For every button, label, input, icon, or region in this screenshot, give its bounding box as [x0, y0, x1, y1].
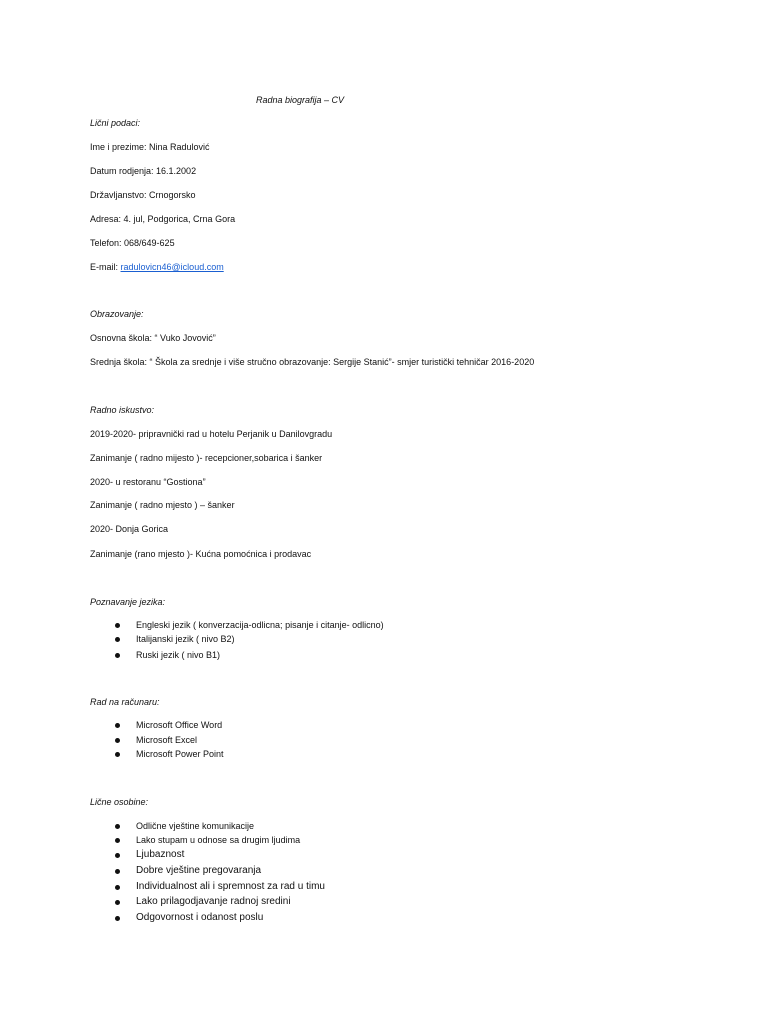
experience-item: Zanimanje ( radno mijesto )- recepcioner,sobarica i šanker	[90, 453, 323, 463]
bullet-icon	[115, 752, 120, 757]
education-heading: Obrazovanje:	[90, 309, 144, 319]
experience-item: 2020- Donja Gorica	[90, 524, 169, 534]
bullet-icon	[115, 637, 120, 642]
language-item: Engleski jezik ( konverzacija-odlicna; pisanje i citanje- odlicno)	[136, 620, 384, 630]
personal-dob: Datum rodjenja: 16.1.2002	[90, 166, 197, 176]
bullet-icon	[115, 738, 120, 743]
education-primary: Osnovna škola: “ Vuko Jovović”	[90, 333, 216, 343]
personal-email-line	[90, 261, 224, 273]
bullet-icon	[115, 723, 120, 728]
document-title: Radna biografija – CV	[256, 95, 345, 105]
computer-item: Microsoft Power Point	[136, 749, 224, 759]
education-secondary: Srednja škola: “ Škola za srednje i više stručno obrazovanje: Sergije Stanić”- smjer turistički tehničar 2016-2020	[90, 357, 535, 367]
trait-item: Lako prilagodjavanje radnoj sredini	[136, 896, 291, 907]
bullet-icon	[115, 838, 120, 843]
experience-item: 2020- u restoranu “Gostiona”	[90, 477, 206, 487]
bullet-icon	[115, 885, 120, 890]
language-item: Ruski jezik ( nivo B1)	[136, 650, 221, 660]
language-item: Italijanski jezik ( nivo B2)	[136, 634, 235, 644]
trait-item: Ljubaznost	[136, 849, 185, 860]
computer-item: Microsoft Office Word	[136, 720, 223, 730]
personal-citizenship: Državljanstvo: Crnogorsko	[90, 190, 196, 200]
bullet-icon	[115, 653, 120, 658]
email-link[interactable]: radulovicn46@icloud.com	[120, 262, 224, 272]
computer-heading: Rad na računaru:	[90, 697, 160, 707]
bullet-icon	[115, 623, 120, 628]
experience-heading: Radno iskustvo:	[90, 405, 155, 415]
personal-heading: Lični podaci:	[90, 118, 141, 128]
bullet-icon	[115, 869, 120, 874]
bullet-icon	[115, 853, 120, 858]
bullet-icon	[115, 824, 120, 829]
trait-item: Odgovornost i odanost poslu	[136, 912, 264, 923]
trait-item: Lako stupam u odnose sa drugim ljudima	[136, 835, 301, 845]
experience-item: Zanimanje ( radno mjesto ) – šanker	[90, 500, 235, 510]
email-label: E-mail:	[90, 262, 121, 272]
computer-item: Microsoft Excel	[136, 735, 198, 745]
personal-phone: Telefon: 068/649-625	[90, 238, 175, 248]
personal-address: Adresa: 4. jul, Podgorica, Crna Gora	[90, 214, 236, 224]
bullet-icon	[115, 900, 120, 905]
languages-heading: Poznavanje jezika:	[90, 597, 166, 607]
trait-item: Individualnost ali i spremnost za rad u timu	[136, 881, 325, 892]
trait-item: Odlične vještine komunikacije	[136, 821, 255, 831]
personal-name: Ime i prezime: Nina Radulović	[90, 142, 210, 152]
traits-heading: Lične osobine:	[90, 797, 149, 807]
experience-item: Zanimanje (rano mjesto )- Kućna pomoćnica i prodavac	[90, 549, 312, 559]
experience-item: 2019-2020- pripravnički rad u hotelu Perjanik u Danilovgradu	[90, 429, 333, 439]
bullet-icon	[115, 916, 120, 921]
trait-item: Dobre vještine pregovaranja	[136, 865, 262, 876]
